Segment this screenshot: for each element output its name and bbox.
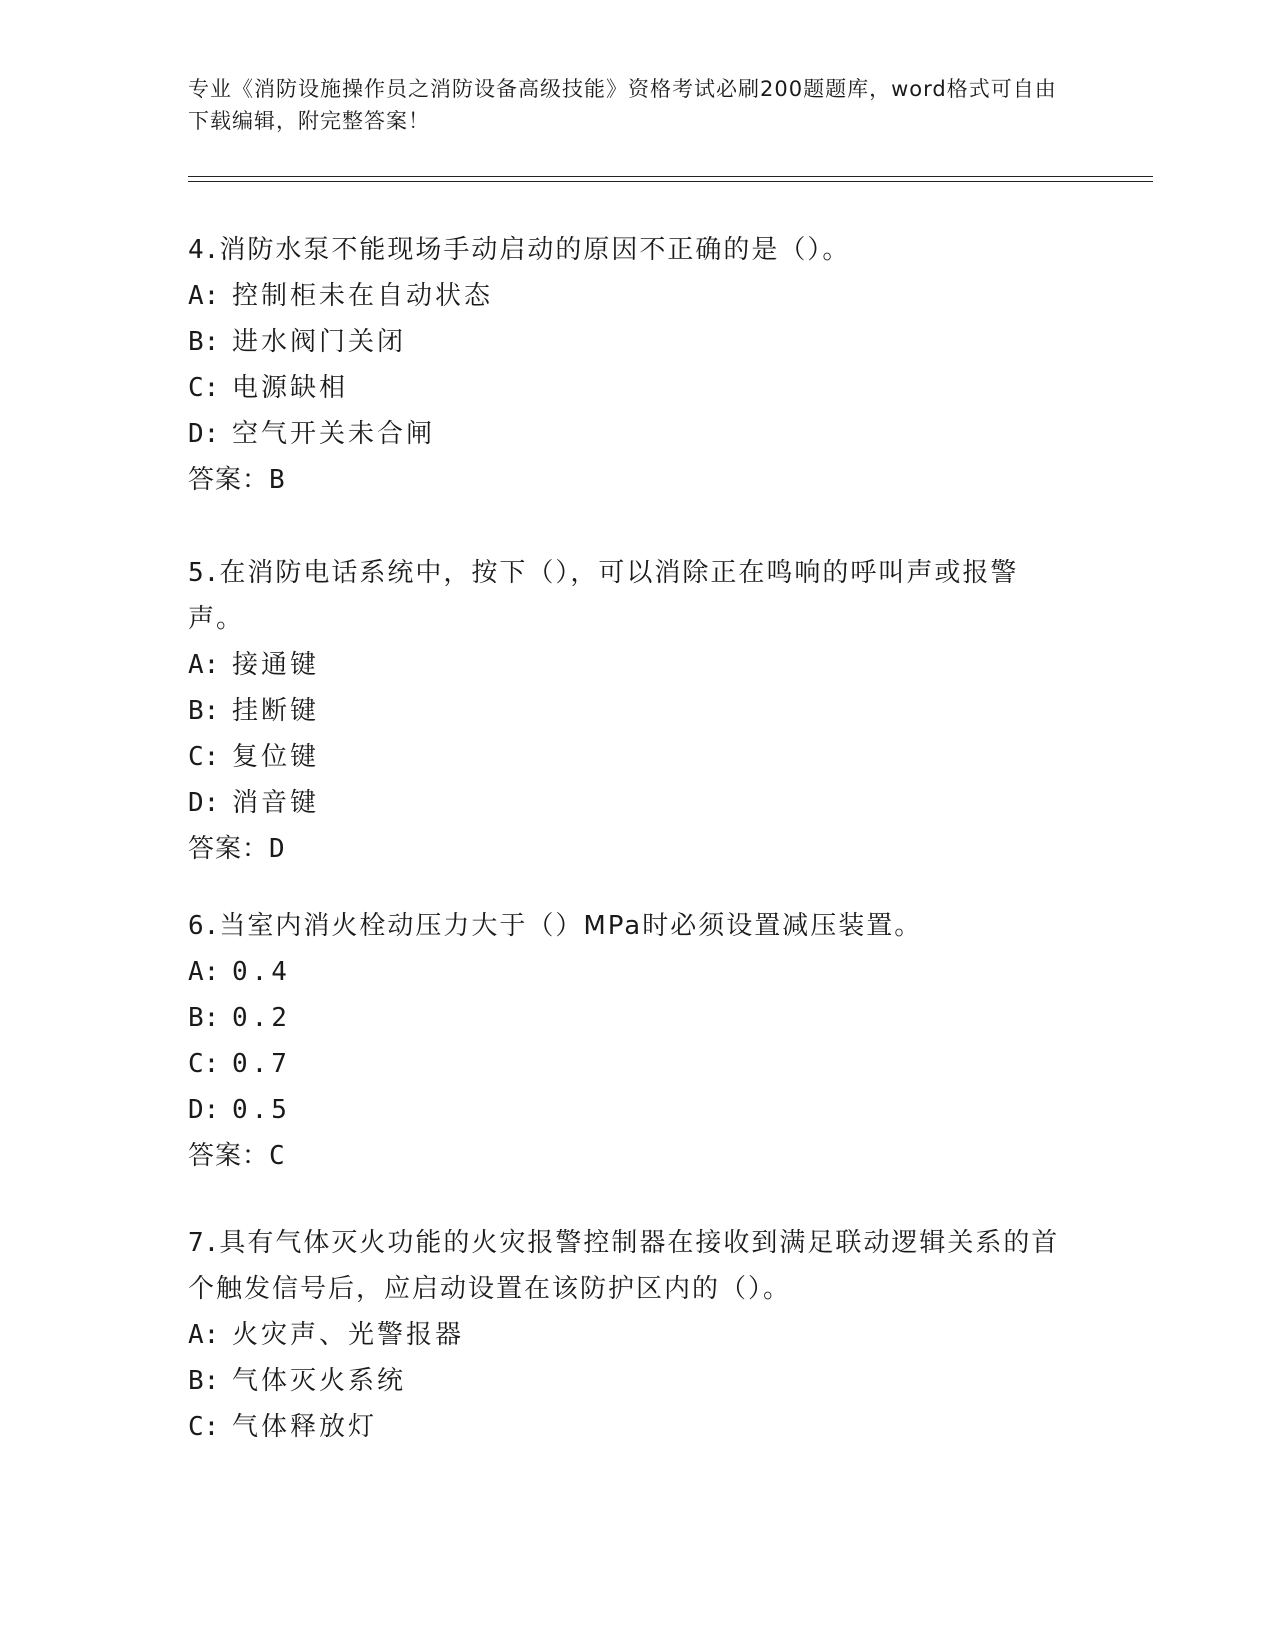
answer-line (188, 826, 1068, 872)
option-key: A: (188, 650, 220, 680)
question-stem (188, 903, 1068, 949)
question-text: 消防水泵不能现场手动启动的原因不正确的是（）。 (219, 235, 851, 265)
option-text: 0.4 (232, 957, 291, 987)
option-d (188, 780, 1068, 826)
option-key: D: (188, 1095, 220, 1125)
option-text: 空气开关未合闸 (232, 419, 436, 449)
question-6 (188, 903, 1068, 1179)
answer-label: 答案： (188, 1141, 270, 1171)
question-number: 6. (188, 911, 220, 941)
option-key: C: (188, 1049, 220, 1079)
answer-value: C (269, 1141, 285, 1171)
option-text: 电源缺相 (232, 373, 349, 403)
question-stem (188, 1220, 1068, 1312)
question-7 (188, 1220, 1068, 1450)
option-key: A: (188, 957, 220, 987)
option-b (188, 319, 1068, 365)
question-text: 具有气体灭火功能的火灾报警控制器在接收到满足联动逻辑关系的首个触发信号后，应启动设置在该防护区内的（）。 (188, 1228, 1060, 1304)
header-text: 专业《消防设施操作员之消防设备高级技能》资格考试必刷200题题库，word格式可自由下载编辑，附完整答案！ (188, 77, 1057, 133)
option-text: 0.5 (232, 1095, 291, 1125)
question-stem (188, 227, 1068, 273)
option-text: 复位键 (232, 742, 320, 772)
option-c (188, 1404, 1068, 1450)
option-text: 气体释放灯 (232, 1412, 378, 1442)
option-a (188, 1312, 1068, 1358)
question-text: 当室内消火栓动压力大于（）MPa时必须设置减压装置。 (219, 911, 923, 941)
option-text: 控制柜未在自动状态 (232, 281, 494, 311)
option-text: 火灾声、光警报器 (232, 1320, 465, 1350)
option-a (188, 273, 1068, 319)
option-c (188, 1041, 1068, 1087)
answer-line (188, 1133, 1068, 1179)
option-text: 消音键 (232, 788, 320, 818)
option-text: 气体灭火系统 (232, 1366, 407, 1396)
option-b (188, 1358, 1068, 1404)
option-b (188, 995, 1068, 1041)
answer-label: 答案： (188, 834, 270, 864)
option-text: 接通键 (232, 650, 320, 680)
option-c (188, 734, 1068, 780)
answer-value: B (269, 465, 285, 495)
option-text: 0.2 (232, 1003, 291, 1033)
question-4 (188, 227, 1068, 503)
option-a (188, 949, 1068, 995)
option-key: D: (188, 419, 220, 449)
option-key: B: (188, 696, 220, 726)
document-header (188, 73, 1068, 137)
option-key: A: (188, 1320, 220, 1350)
answer-line (188, 457, 1068, 503)
option-text: 0.7 (232, 1049, 291, 1079)
option-key: D: (188, 788, 220, 818)
question-number: 7. (188, 1228, 220, 1258)
question-text: 在消防电话系统中，按下（），可以消除正在鸣响的呼叫声或报警声。 (188, 558, 1019, 634)
option-key: A: (188, 281, 220, 311)
question-5 (188, 550, 1068, 872)
question-number: 5. (188, 558, 220, 588)
option-key: C: (188, 373, 220, 403)
option-key: C: (188, 1412, 220, 1442)
header-divider-bottom (188, 181, 1153, 182)
option-d (188, 1087, 1068, 1133)
option-key: C: (188, 742, 220, 772)
answer-value: D (269, 834, 285, 864)
question-stem (188, 550, 1068, 642)
option-key: B: (188, 327, 220, 357)
option-text: 挂断键 (232, 696, 320, 726)
answer-label: 答案： (188, 465, 270, 495)
option-key: B: (188, 1366, 220, 1396)
option-b (188, 688, 1068, 734)
option-a (188, 642, 1068, 688)
option-c (188, 365, 1068, 411)
option-text: 进水阀门关闭 (232, 327, 407, 357)
option-key: B: (188, 1003, 220, 1033)
question-number: 4. (188, 235, 220, 265)
option-d (188, 411, 1068, 457)
header-divider-top (188, 176, 1153, 177)
